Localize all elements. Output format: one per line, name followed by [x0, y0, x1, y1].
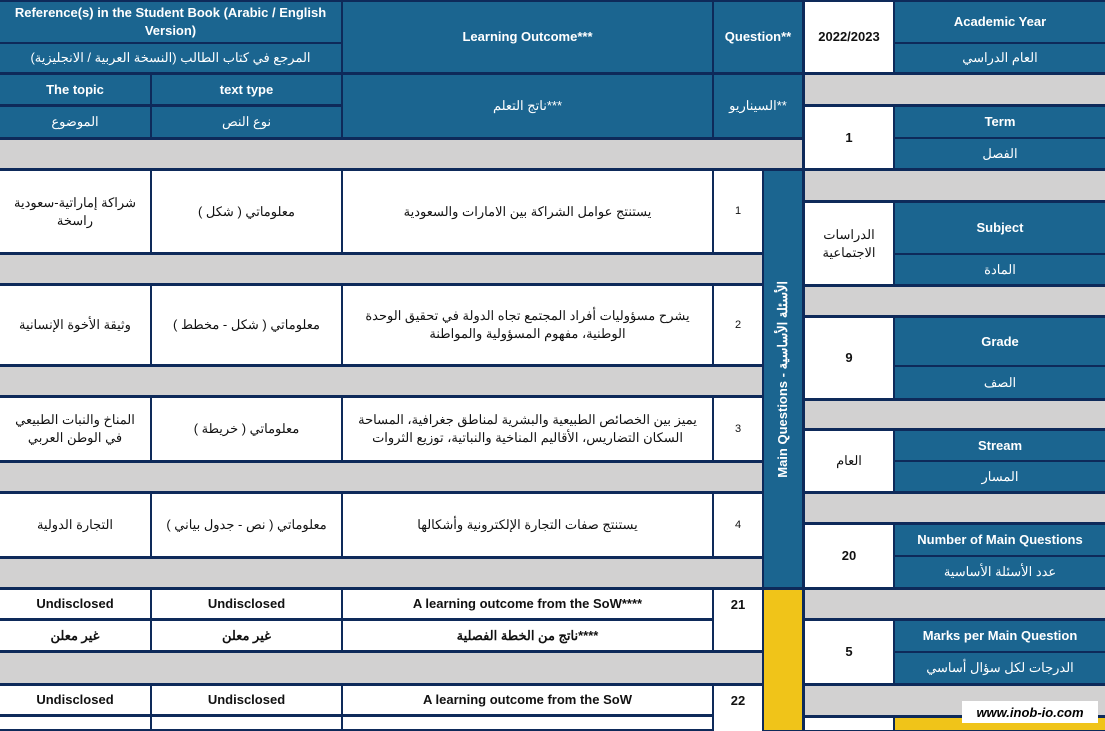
grade-label-ar: الصف	[895, 367, 1105, 398]
grade-value: 9	[805, 318, 893, 398]
question-number: 21	[714, 590, 762, 650]
question-number: 22	[714, 686, 762, 731]
text-type-cell: معلوماتي ( شكل - مخطط )	[152, 286, 341, 364]
cell	[805, 718, 893, 730]
main-questions-count-label-ar: عدد الأسئلة الأساسية	[895, 557, 1105, 587]
outcome-cell: يميز بين الخصائص الطبيعية والبشرية لمناطق جغرافية، المساحة السكان التضاريس، الأقاليم المناخية والنباتية، توزيع الثروات	[343, 398, 712, 460]
text-type-header-en: text type	[152, 75, 341, 104]
topic-header-ar: الموضوع	[0, 107, 150, 137]
topic-cell: Undisclosed	[0, 686, 150, 714]
reference-header-ar: المرجع في كتاب الطالب (النسخة العربية / الانجليزية)	[0, 44, 341, 72]
subject-value: الدراسات الاجتماعية	[805, 203, 893, 284]
outcome-cell: يستنتج عوامل الشراكة بين الامارات والسعودية	[343, 171, 712, 252]
subject-label-en: Subject	[895, 203, 1105, 253]
separator	[0, 463, 762, 491]
grade-label-en: Grade	[895, 318, 1105, 365]
topic-cell: Undisclosed	[0, 590, 150, 618]
marks-per-question-label-en: Marks per Main Question	[895, 621, 1105, 651]
separator	[0, 367, 762, 395]
separator	[805, 494, 1105, 522]
question-number: 2	[714, 286, 762, 364]
outcome-cell: A learning outcome from the SoW	[343, 686, 712, 714]
term-label-en: Term	[895, 107, 1105, 137]
separator	[0, 559, 762, 587]
main-questions-count-label-en: Number of Main Questions	[895, 525, 1105, 555]
stream-label-ar: المسار	[895, 462, 1105, 491]
separator	[805, 171, 1105, 200]
topic-cell: شراكة إماراتية-سعودية راسخة	[0, 171, 150, 252]
question-number: 1	[714, 171, 762, 252]
separator	[805, 287, 1105, 315]
marks-per-question-value: 5	[805, 621, 893, 683]
topic-cell: التجارة الدولية	[0, 494, 150, 556]
separator	[805, 401, 1105, 428]
reference-header-en: Reference(s) in the Student Book (Arabic / English Version)	[0, 2, 341, 42]
separator	[805, 75, 1105, 104]
academic-year-label-ar: العام الدراسي	[895, 44, 1105, 72]
text-type-cell: Undisclosed	[152, 590, 341, 618]
extra-questions-label	[764, 590, 802, 730]
topic-cell: المناخ والنبات الطبيعي في الوطن العربي	[0, 398, 150, 460]
text-type-cell: معلوماتي ( شكل )	[152, 171, 341, 252]
text-type-header-ar: نوع النص	[152, 107, 341, 137]
outcome-cell-ar: ناتج من الخطة الفصلية****	[343, 621, 712, 650]
text-type-cell-ar: غير معلن	[152, 621, 341, 650]
cell	[152, 717, 341, 729]
term-label-ar: الفصل	[895, 139, 1105, 168]
marks-per-question-label-ar: الدرجات لكل سؤال أساسي	[895, 653, 1105, 683]
outcome-cell: A learning outcome from the SoW****	[343, 590, 712, 618]
separator	[0, 653, 762, 683]
question-number: 4	[714, 494, 762, 556]
outcome-cell: يشرح مسؤوليات أفراد المجتمع تجاه الدولة في تحقيق الوحدة الوطنية، مفهوم المسؤولية والمواطنة	[343, 286, 712, 364]
text-type-cell: Undisclosed	[152, 686, 341, 714]
outcome-header-ar: ناتج التعلم***	[343, 75, 712, 137]
stream-value: العام	[805, 431, 893, 491]
term-value: 1	[805, 107, 893, 168]
question-header-en: Question**	[714, 2, 802, 72]
outcome-header-en: Learning Outcome***	[343, 2, 712, 72]
main-questions-label: Main Questions - الأسئلة الأساسية	[764, 171, 802, 587]
question-number: 3	[714, 398, 762, 460]
academic-year-value: 2022/2023	[805, 2, 893, 72]
subject-label-ar: المادة	[895, 255, 1105, 284]
main-questions-count-value: 20	[805, 525, 893, 587]
topic-header-en: The topic	[0, 75, 150, 104]
cell	[343, 717, 712, 729]
topic-cell-ar: غير معلن	[0, 621, 150, 650]
separator	[805, 590, 1105, 618]
separator	[0, 140, 802, 168]
stream-label-en: Stream	[895, 431, 1105, 460]
watermark: www.inob-io.com	[962, 701, 1098, 723]
separator	[0, 255, 762, 283]
cell	[0, 717, 150, 729]
topic-cell: وثيقة الأخوة الإنسانية	[0, 286, 150, 364]
question-header-ar: السيناريو**	[714, 75, 802, 137]
text-type-cell: معلوماتي ( نص - جدول بياني )	[152, 494, 341, 556]
text-type-cell: معلوماتي ( خريطة )	[152, 398, 341, 460]
academic-year-label-en: Academic Year	[895, 2, 1105, 42]
outcome-cell: يستنتج صفات التجارة الإلكترونية وأشكالها	[343, 494, 712, 556]
